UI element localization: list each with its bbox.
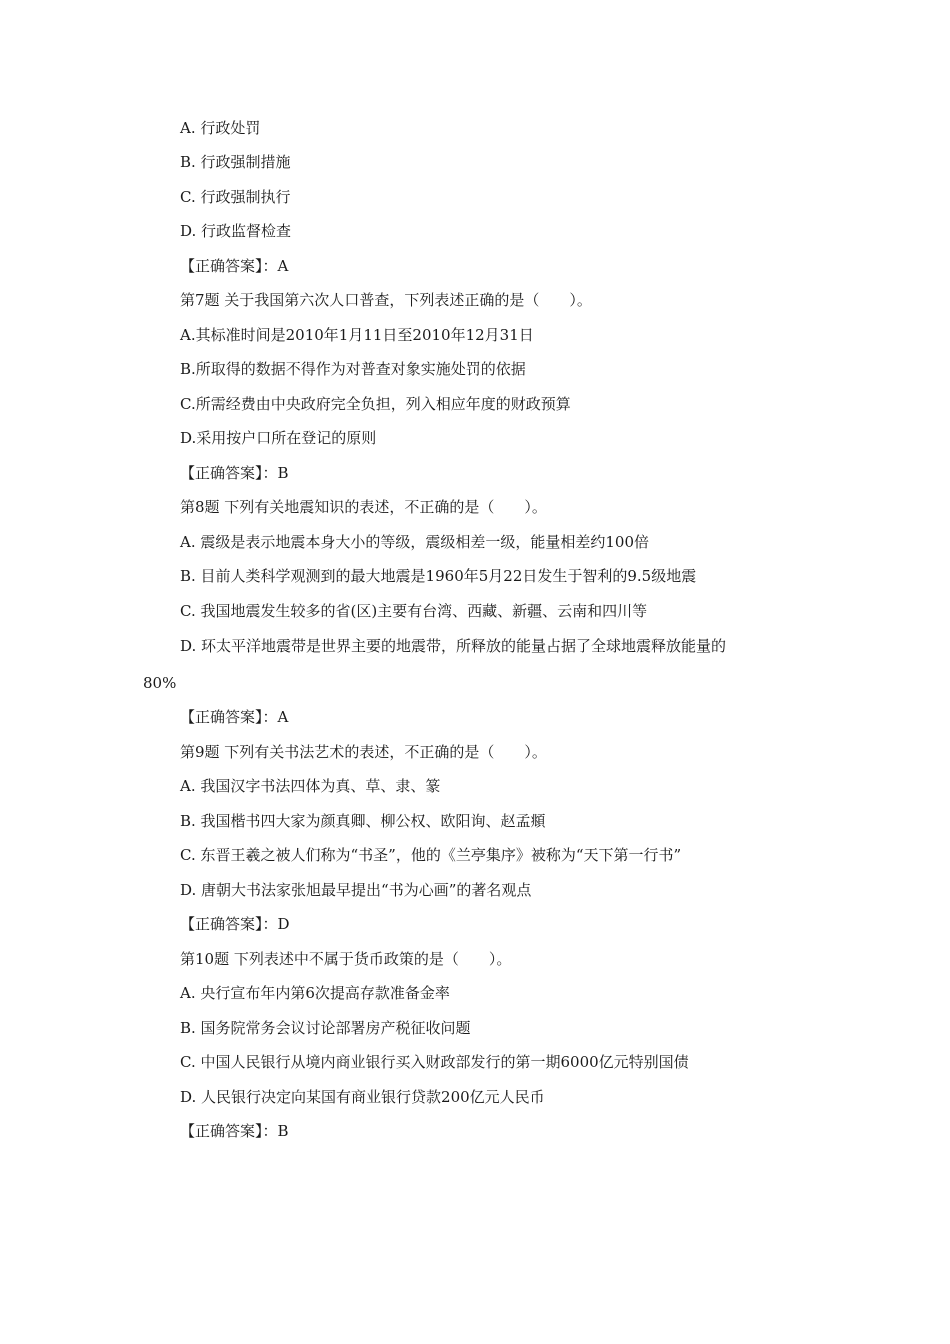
question-line: 第7题 关于我国第六次人口普查，下列表述正确的是（ ）。 xyxy=(180,291,592,309)
option-line: C.所需经费由中央政府完全负担，列入相应年度的财政预算 xyxy=(180,395,571,413)
option-line: B. 我国楷书四大家为颜真卿、柳公权、欧阳询、赵孟頫 xyxy=(180,812,546,830)
question-line: 第10题 下列表述中不属于货币政策的是（ ）。 xyxy=(180,950,512,968)
option-line: B. 国务院常务会议讨论部署房产税征收问题 xyxy=(180,1019,471,1037)
question-line: 第9题 下列有关书法艺术的表述，不正确的是（ ）。 xyxy=(180,743,547,761)
option-line-continuation: 80% xyxy=(143,674,177,692)
option-line: A. 央行宣布年内第6次提高存款准备金率 xyxy=(180,984,450,1002)
option-line: D. 行政监督检查 xyxy=(180,222,292,240)
option-line: B.所取得的数据不得作为对普查对象实施处罚的依据 xyxy=(180,360,526,378)
option-line: D.采用按户口所在登记的原则 xyxy=(180,429,377,447)
option-line: A. 我国汉字书法四体为真、草、隶、篆 xyxy=(180,777,441,795)
option-line: C. 我国地震发生较多的省(区)主要有台湾、西藏、新疆、云南和四川等 xyxy=(180,602,648,620)
option-line: C. 行政强制执行 xyxy=(180,188,291,206)
answer-line: 【正确答案】：B xyxy=(180,464,289,482)
answer-line: 【正确答案】：A xyxy=(180,708,289,726)
option-line: C. 东晋王羲之被人们称为“书圣”，他的《兰亭集序》被称为“天下第一行书” xyxy=(180,846,682,864)
question-line: 第8题 下列有关地震知识的表述，不正确的是（ ）。 xyxy=(180,498,547,516)
answer-line: 【正确答案】：B xyxy=(180,1122,289,1140)
option-line: B. 目前人类科学观测到的最大地震是1960年5月22日发生于智利的9.5级地震 xyxy=(180,567,697,585)
option-line: B. 行政强制措施 xyxy=(180,153,291,171)
option-line: A. 震级是表示地震本身大小的等级，震级相差一级，能量相差约100倍 xyxy=(180,533,650,551)
option-line: D. 唐朝大书法家张旭最早提出“书为心画”的著名观点 xyxy=(180,881,532,899)
option-line: C. 中国人民银行从境内商业银行买入财政部发行的第一期6000亿元特别国债 xyxy=(180,1053,689,1071)
answer-line: 【正确答案】：D xyxy=(180,915,290,933)
option-line: A.其标准时间是2010年1月11日至2010年12月31日 xyxy=(180,326,534,344)
answer-line: 【正确答案】：A xyxy=(180,257,289,275)
option-line: A. 行政处罚 xyxy=(180,119,261,137)
option-line: D. 环太平洋地震带是世界主要的地震带，所释放的能量占据了全球地震释放能量的 xyxy=(180,637,727,655)
option-line: D. 人民银行决定向某国有商业银行贷款200亿元人民币 xyxy=(180,1088,545,1106)
